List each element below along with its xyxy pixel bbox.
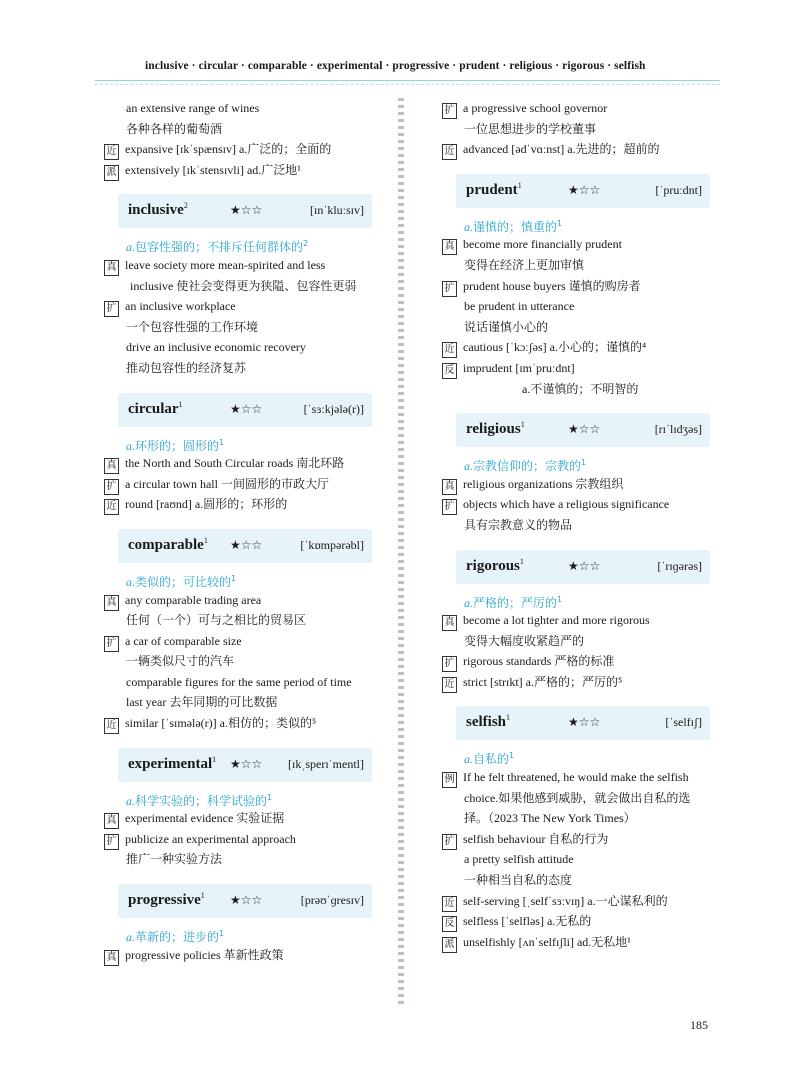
entry-text: a pretty selfish attitude	[464, 852, 574, 867]
frequency-mark: 1	[200, 891, 205, 901]
frequency-mark: 1	[178, 399, 183, 409]
entry-text: self-serving [ˌselfˈsɜːvɪŋ] a.一心谋私利的	[463, 893, 668, 908]
frequency-mark: 1	[519, 556, 524, 566]
label-tag: 近	[442, 677, 457, 693]
entry-text: an inclusive workplace	[125, 299, 236, 314]
entry-text: extensively [ɪkˈstensɪvli] ad.广泛地¹	[125, 162, 301, 177]
definition-text: 包容性强的；不排斥任何群体的	[135, 240, 304, 255]
headword: inclusive$^2$	[128, 201, 188, 219]
entry-line	[442, 494, 724, 515]
label-tag: 真	[104, 813, 119, 829]
entry-line	[104, 713, 386, 734]
phonetic: [prəʊˈɡresɪv]	[300, 893, 364, 908]
entry-line	[104, 808, 386, 829]
star-rating: ★☆☆	[230, 401, 263, 416]
definition-text: 自私的	[473, 752, 510, 767]
label-tag: 真	[104, 260, 119, 276]
star-rating: ★☆☆	[568, 422, 601, 437]
entry-text: selfless [ˈselfləs] a.无私的	[463, 914, 592, 929]
entry-line	[442, 891, 724, 912]
label-tag: 真	[104, 458, 119, 474]
headword: prudent$^1$	[466, 180, 522, 198]
phonetic: [ˈkɒmpərəbl]	[300, 537, 364, 552]
label-tag: 扩	[104, 479, 119, 495]
entry-text: be prudent in utterance	[464, 299, 575, 314]
entry-line	[104, 631, 386, 652]
label-tag: 扩	[442, 656, 457, 672]
star-rating: ★☆☆	[568, 558, 601, 573]
entry-line	[442, 515, 724, 536]
star-rating: ★☆☆	[230, 756, 263, 771]
headword-box-experimental	[118, 748, 372, 782]
page-number: 185	[690, 1018, 708, 1032]
definition-frequency: 1	[557, 218, 563, 228]
entry-line	[104, 945, 386, 966]
star-rating: ★☆☆	[230, 893, 263, 908]
entry-line	[442, 808, 724, 829]
star-rating: ★☆☆	[230, 203, 263, 218]
part-of-speech: a.	[126, 930, 135, 945]
phonetic: [ɪnˈkluːsɪv]	[310, 203, 364, 218]
entry-line	[442, 379, 724, 400]
entry-text: imprudent [ɪmˈpruːdnt]	[463, 360, 575, 375]
definition	[442, 453, 724, 474]
definition-frequency: 1	[581, 458, 587, 468]
entry-line	[104, 453, 386, 474]
definition-frequency: 1	[557, 594, 563, 604]
entry-line	[442, 870, 724, 891]
part-of-speech: a.	[126, 793, 135, 808]
label-tag: 反	[442, 916, 457, 932]
label-tag: 扩	[104, 301, 119, 317]
definition-frequency: 1	[219, 929, 225, 939]
headword: experimental$^1$	[128, 754, 217, 772]
entry-line	[442, 651, 724, 672]
definition-frequency: 1	[509, 751, 515, 761]
entry-text: 择。（2023 The New York Times）	[464, 811, 636, 826]
label-tag: 近	[104, 718, 119, 734]
entry-text: inclusive 使社会变得更为狭隘、包容性更弱	[130, 278, 357, 293]
entry-text: drive an inclusive economic recovery	[126, 340, 306, 355]
entry-text: last year 去年同期的可比数据	[126, 695, 278, 710]
headword-box-religious	[456, 413, 710, 447]
entry-text: a.不谨慎的；不明智的	[522, 381, 639, 396]
entry-line	[104, 160, 386, 181]
entry-line	[104, 672, 386, 693]
entry-text: strict [strɪkt] a.严格的；严厉的⁵	[463, 674, 623, 689]
entry-line	[104, 651, 386, 672]
label-tag: 派	[442, 937, 457, 953]
entry-line	[442, 932, 724, 953]
part-of-speech: a.	[464, 595, 473, 610]
entry-text: unselfishly [ʌnˈselfɪʃli] ad.无私地¹	[463, 934, 631, 949]
label-tag: 真	[104, 595, 119, 611]
label-tag: 扩	[442, 103, 457, 119]
definition-text: 谨慎的；慎重的	[473, 219, 558, 234]
part-of-speech: a.	[126, 438, 135, 453]
label-tag: 扩	[442, 499, 457, 515]
entry-text: 说话谨慎小心的	[464, 319, 549, 334]
entry-line	[442, 276, 724, 297]
headword-box-inclusive	[118, 194, 372, 228]
entry-text: 具有宗教意义的物品	[464, 517, 573, 532]
entry-text: cautious [ˈkɔːʃəs] a.小心的；谨慎的⁴	[463, 340, 647, 355]
entry-text: any comparable trading area	[125, 592, 262, 607]
entry-line	[442, 767, 724, 788]
entry-text: objects which have a religious significance	[463, 497, 670, 512]
definition-text: 科学实验的；科学试验的	[135, 793, 268, 808]
entry-text: a car of comparable size	[125, 633, 242, 648]
label-tag: 近	[442, 342, 457, 358]
label-tag: 派	[104, 165, 119, 181]
entry-text: religious organizations 宗教组织	[463, 476, 624, 491]
phonetic: [ˈrɪɡərəs]	[657, 558, 702, 573]
entry-text: rigorous standards 严格的标准	[463, 654, 615, 669]
definition-frequency: 2	[303, 239, 309, 249]
label-tag: 扩	[442, 834, 457, 850]
entry-line	[104, 358, 386, 379]
phonetic: [rɪˈlɪdʒəs]	[654, 422, 702, 437]
entry-line	[104, 494, 386, 515]
definition-frequency: 1	[219, 437, 225, 447]
entry-text: If he felt threatened, he would make the selfish	[463, 770, 689, 785]
entry-line	[442, 911, 724, 932]
header-rule-dashed	[95, 84, 720, 85]
entry-text: an extensive range of wines	[126, 101, 260, 115]
frequency-mark: 2	[183, 201, 188, 211]
entry-line	[442, 829, 724, 850]
part-of-speech: a.	[464, 459, 473, 474]
part-of-speech: a.	[126, 574, 135, 589]
definition-text: 宗教信仰的；宗教的	[473, 459, 582, 474]
definition-text: 严格的；严厉的	[473, 595, 558, 610]
entry-text: 变得大幅度收紧趋严的	[464, 633, 585, 648]
entry-line	[442, 788, 724, 809]
label-tag: 近	[442, 896, 457, 912]
entry-line	[104, 337, 386, 358]
entry-text: 变得在经济上更加审慎	[464, 257, 585, 272]
label-tag: 近	[104, 144, 119, 160]
part-of-speech: a.	[126, 240, 135, 255]
definition-frequency: 1	[231, 573, 237, 583]
entry-line	[104, 849, 386, 870]
headword: selfish$^1$	[466, 713, 511, 731]
star-rating: ★☆☆	[230, 537, 263, 552]
definition	[104, 234, 386, 255]
entry-text: 一辆类似尺寸的汽车	[126, 654, 235, 669]
entry-line	[442, 337, 724, 358]
entry-text: 一个包容性强的工作环境	[126, 319, 259, 334]
part-of-speech: a.	[464, 752, 473, 767]
definition	[104, 569, 386, 590]
entry-text: the North and South Circular roads 南北环路	[125, 456, 345, 471]
entry-line	[442, 139, 724, 160]
definition-text: 环形的；圆形的	[135, 438, 220, 453]
entry-line	[442, 234, 724, 255]
definition	[104, 788, 386, 809]
entry-line	[104, 474, 386, 495]
entry-text: leave society more mean-spirited and less	[125, 257, 326, 272]
entry-text: selfish behaviour 自私的行为	[463, 831, 609, 846]
frequency-mark: 1	[517, 180, 522, 190]
entry-line	[104, 590, 386, 611]
entry-text: become more financially prudent	[463, 237, 622, 252]
headword-box-rigorous	[456, 550, 710, 584]
entry-line	[442, 317, 724, 338]
headword: circular$^1$	[128, 399, 183, 417]
frequency-mark: 1	[212, 754, 217, 764]
label-tag: 扩	[104, 636, 119, 652]
entry-text: choice.如果他感到威胁，就会做出自私的选	[464, 790, 691, 805]
entry-line	[442, 849, 724, 870]
entry-text: expansive [ɪkˈspænsɪv] a.广泛的；全面的	[125, 142, 332, 157]
label-tag: 反	[442, 363, 457, 379]
entry-text: 一位思想进步的学校董事	[464, 121, 597, 136]
entry-text: 一种相当自私的态度	[464, 873, 573, 888]
entry-line	[104, 692, 386, 713]
entry-text: comparable figures for the same period of time	[126, 674, 352, 689]
frequency-mark: 1	[520, 420, 525, 430]
entry-text: 各种各样的葡萄酒	[126, 121, 223, 136]
entry-text: 推动包容性的经济复苏	[126, 360, 247, 375]
page-header	[0, 56, 800, 86]
headword-box-comparable	[118, 529, 372, 563]
phonetic: [ˈselfɪʃ]	[665, 715, 702, 730]
definition	[104, 433, 386, 454]
entry-line	[104, 255, 386, 276]
entry-text: a circular town hall 一间圆形的市政大厅	[125, 476, 329, 491]
headword: progressive$^1$	[128, 891, 205, 909]
definition	[442, 214, 724, 235]
phonetic: [ˈsɜːkjələ(r)]	[303, 401, 364, 416]
entry-line	[104, 119, 386, 140]
entry-line	[104, 610, 386, 631]
label-tag: 近	[442, 144, 457, 160]
entry-text: 推广一种实验方法	[126, 852, 223, 867]
entry-text: experimental evidence 实验证据	[125, 811, 285, 826]
headword: comparable$^1$	[128, 535, 208, 553]
entry-line	[442, 98, 724, 119]
part-of-speech: a.	[464, 219, 473, 234]
entry-text: publicize an experimental approach	[125, 831, 296, 846]
definition	[442, 590, 724, 611]
headword: rigorous$^1$	[466, 556, 524, 574]
header-word-list: inclusive · circular · comparable · experimental · progressive · prudent · religious · rigorous · selfish	[145, 60, 646, 72]
frequency-mark: 1	[203, 535, 208, 545]
entry-line	[104, 276, 386, 297]
headword: religious$^1$	[466, 420, 525, 438]
entry-text: round [raʊnd] a.圆形的；环形的	[125, 497, 288, 512]
entry-line	[104, 317, 386, 338]
entry-text: similar [ˈsɪmələ(r)] a.相仿的；类似的⁵	[125, 716, 317, 731]
label-tag: 真	[442, 479, 457, 495]
phonetic: [ɪkˌsperɪˈmentl]	[288, 756, 364, 771]
entry-text: progressive policies 革新性政策	[125, 947, 284, 962]
entry-line	[442, 672, 724, 693]
entry-text: become a lot tighter and more rigorous	[463, 613, 650, 628]
definition	[442, 746, 724, 767]
entry-line	[104, 139, 386, 160]
label-tag: 例	[442, 772, 457, 788]
star-rating: ★☆☆	[568, 715, 601, 730]
entry-line	[442, 610, 724, 631]
entry-line	[104, 296, 386, 317]
headword-box-progressive	[118, 884, 372, 918]
star-rating: ★☆☆	[568, 182, 601, 197]
column-divider	[398, 98, 404, 1008]
entry-text: 任何（一个）可与之相比的贸易区	[126, 613, 307, 628]
label-tag: 近	[104, 499, 119, 515]
headword-box-circular	[118, 393, 372, 427]
phonetic: [ˈpruːdnt]	[655, 182, 702, 197]
entry-text: advanced [ədˈvɑːnst] a.先进的；超前的	[463, 142, 660, 157]
entry-line	[104, 829, 386, 850]
label-tag: 扩	[442, 281, 457, 297]
entry-line	[442, 631, 724, 652]
entry-line	[442, 474, 724, 495]
entry-text: a progressive school governor	[463, 101, 608, 115]
definition-text: 革新的；进步的	[135, 930, 220, 945]
definition-frequency: 1	[267, 792, 273, 802]
entry-text: prudent house buyers 谨慎的购房者	[463, 278, 641, 293]
entry-line	[442, 296, 724, 317]
definition-text: 类似的；可比较的	[135, 574, 232, 589]
headword-box-selfish	[456, 706, 710, 740]
right-column	[442, 98, 724, 952]
entry-line	[442, 255, 724, 276]
entry-line	[104, 98, 386, 119]
label-tag: 真	[442, 239, 457, 255]
label-tag: 真	[104, 950, 119, 966]
entry-line	[442, 119, 724, 140]
label-tag: 真	[442, 615, 457, 631]
header-rule	[95, 80, 720, 81]
entry-line	[442, 358, 724, 379]
label-tag: 扩	[104, 834, 119, 850]
definition	[104, 924, 386, 945]
frequency-mark: 1	[506, 713, 511, 723]
headword-box-prudent	[456, 174, 710, 208]
left-column	[104, 98, 386, 965]
